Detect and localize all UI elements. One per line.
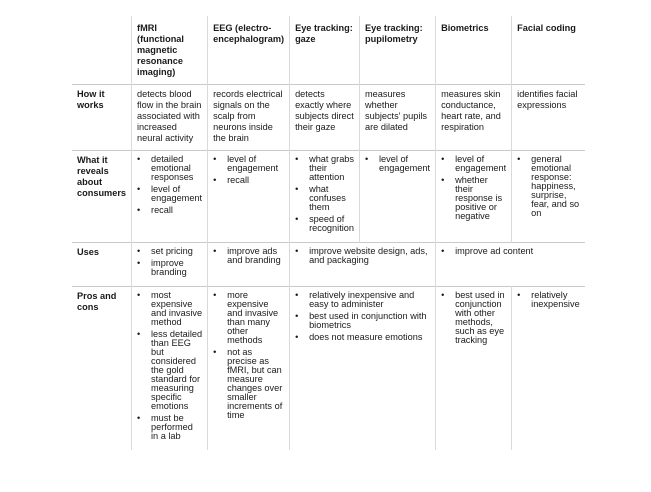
bullet-item: • less detailed than EEG but considered the gold standard for measuring specific emotions <box>137 330 202 411</box>
row-label-how-it-works: How it works <box>77 89 105 110</box>
cell-pros-eeg <box>208 287 290 451</box>
row-label-what-it-reveals: What it reveals about consumers <box>77 155 127 198</box>
bullet-item: • not as precise as fMRI, but can measure changes over smaller increments of time <box>213 348 284 420</box>
bullet-list <box>517 291 580 309</box>
cell-pros-fmri <box>132 287 208 451</box>
cell-how-gaze: detects exactly where subjects direct their gaze <box>290 85 360 151</box>
bullet-list <box>137 247 202 277</box>
cell-pros-biometrics <box>436 287 512 451</box>
bullet-item: • improve branding <box>137 259 202 277</box>
bullet-item: • improve website design, ads, and packaging <box>295 247 430 265</box>
cell-uses-eye-tracking <box>290 243 436 287</box>
cell-reveals-eeg <box>208 151 290 243</box>
column-header-fmri: fMRI (functional magnetic resonance imaging) <box>132 16 208 85</box>
bullet-item: • detailed emotional responses <box>137 155 202 182</box>
bullet-list <box>441 155 506 221</box>
bullet-list <box>441 247 580 256</box>
bullet-list <box>137 155 202 215</box>
bullet-item: • relatively inexpensive and easy to administer <box>295 291 430 309</box>
bullet-list <box>295 291 430 342</box>
cell-uses-biometrics-facial <box>436 243 585 287</box>
cell-how-eeg: records electrical signals on the scalp from neurons inside the brain <box>208 85 290 151</box>
cell-pros-eye-tracking <box>290 287 436 451</box>
row-what-it-reveals <box>72 151 585 243</box>
column-header-facial-coding: Facial coding <box>512 16 585 85</box>
bullet-item: • set pricing <box>137 247 202 256</box>
bullet-item: • speed of recognition <box>295 215 354 233</box>
bullet-list <box>213 291 284 420</box>
cell-reveals-fmri <box>132 151 208 243</box>
bullet-list <box>441 291 506 345</box>
row-label-pros-cons: Pros and cons <box>77 291 117 312</box>
bullet-item: • does not measure emotions <box>295 333 430 342</box>
bullet-item: • must be performed in a lab <box>137 414 202 441</box>
neuromarketing-comparison-table <box>72 16 585 450</box>
cell-pros-facial <box>512 287 585 451</box>
bullet-list <box>213 155 284 185</box>
column-header-eye-tracking-gaze: Eye tracking: gaze <box>290 16 360 85</box>
bullet-item: • what grabs their attention <box>295 155 354 182</box>
column-header-eye-tracking-pupilometry: Eye tracking: pupilometry <box>360 16 436 85</box>
bullet-item: • whether their response is positive or negative <box>441 176 506 221</box>
bullet-item: • best used in conjunction with biometrics <box>295 312 430 330</box>
bullet-item: • improve ad content <box>441 247 580 256</box>
bullet-item: • recall <box>213 176 284 185</box>
cell-reveals-facial <box>512 151 585 243</box>
bullet-item: • best used in conjunction with other methods, such as eye tracking <box>441 291 506 345</box>
bullet-item: • what confuses them <box>295 185 354 212</box>
bullet-item: • most expensive and invasive method <box>137 291 202 327</box>
bullet-item: • level of engagement <box>137 185 202 203</box>
cell-how-pupilometry: measures whether subjects' pupils are dilated <box>360 85 436 151</box>
cell-how-fmri: detects blood flow in the brain associated with increased neural activity <box>132 85 208 151</box>
row-uses <box>72 243 585 287</box>
cell-reveals-biometrics <box>436 151 512 243</box>
bullet-item: • level of engagement <box>213 155 284 173</box>
bullet-item: • relatively inexpensive <box>517 291 580 309</box>
bullet-item: • recall <box>137 206 202 215</box>
bullet-list <box>295 155 354 233</box>
bullet-list <box>137 291 202 441</box>
bullet-list <box>365 155 430 173</box>
cell-uses-fmri <box>132 243 208 287</box>
cell-reveals-gaze <box>290 151 360 243</box>
cell-how-facial: identifies facial expressions <box>512 85 585 151</box>
row-how-it-works <box>72 85 585 151</box>
column-header-eeg: EEG (electro-encephalogram) <box>208 16 290 85</box>
bullet-item: • general emotional response: happiness, surprise, fear, and so on <box>517 155 580 218</box>
cell-uses-eeg <box>208 243 290 287</box>
header-row <box>72 16 585 85</box>
column-header-biometrics: Biometrics <box>436 16 512 85</box>
cell-how-biometrics: measures skin conductance, heart rate, and respiration <box>436 85 512 151</box>
row-pros-cons <box>72 287 585 451</box>
bullet-item: • level of engagement <box>441 155 506 173</box>
bullet-list <box>213 247 284 265</box>
row-label-uses: Uses <box>77 247 99 257</box>
bullet-list <box>517 155 580 218</box>
bullet-list <box>295 247 430 265</box>
bullet-item: • improve ads and branding <box>213 247 284 265</box>
bullet-item: • level of engagement <box>365 155 430 173</box>
cell-reveals-pupilometry <box>360 151 436 243</box>
corner-cell <box>72 16 132 85</box>
bullet-item: • more expensive and invasive than many other methods <box>213 291 284 345</box>
